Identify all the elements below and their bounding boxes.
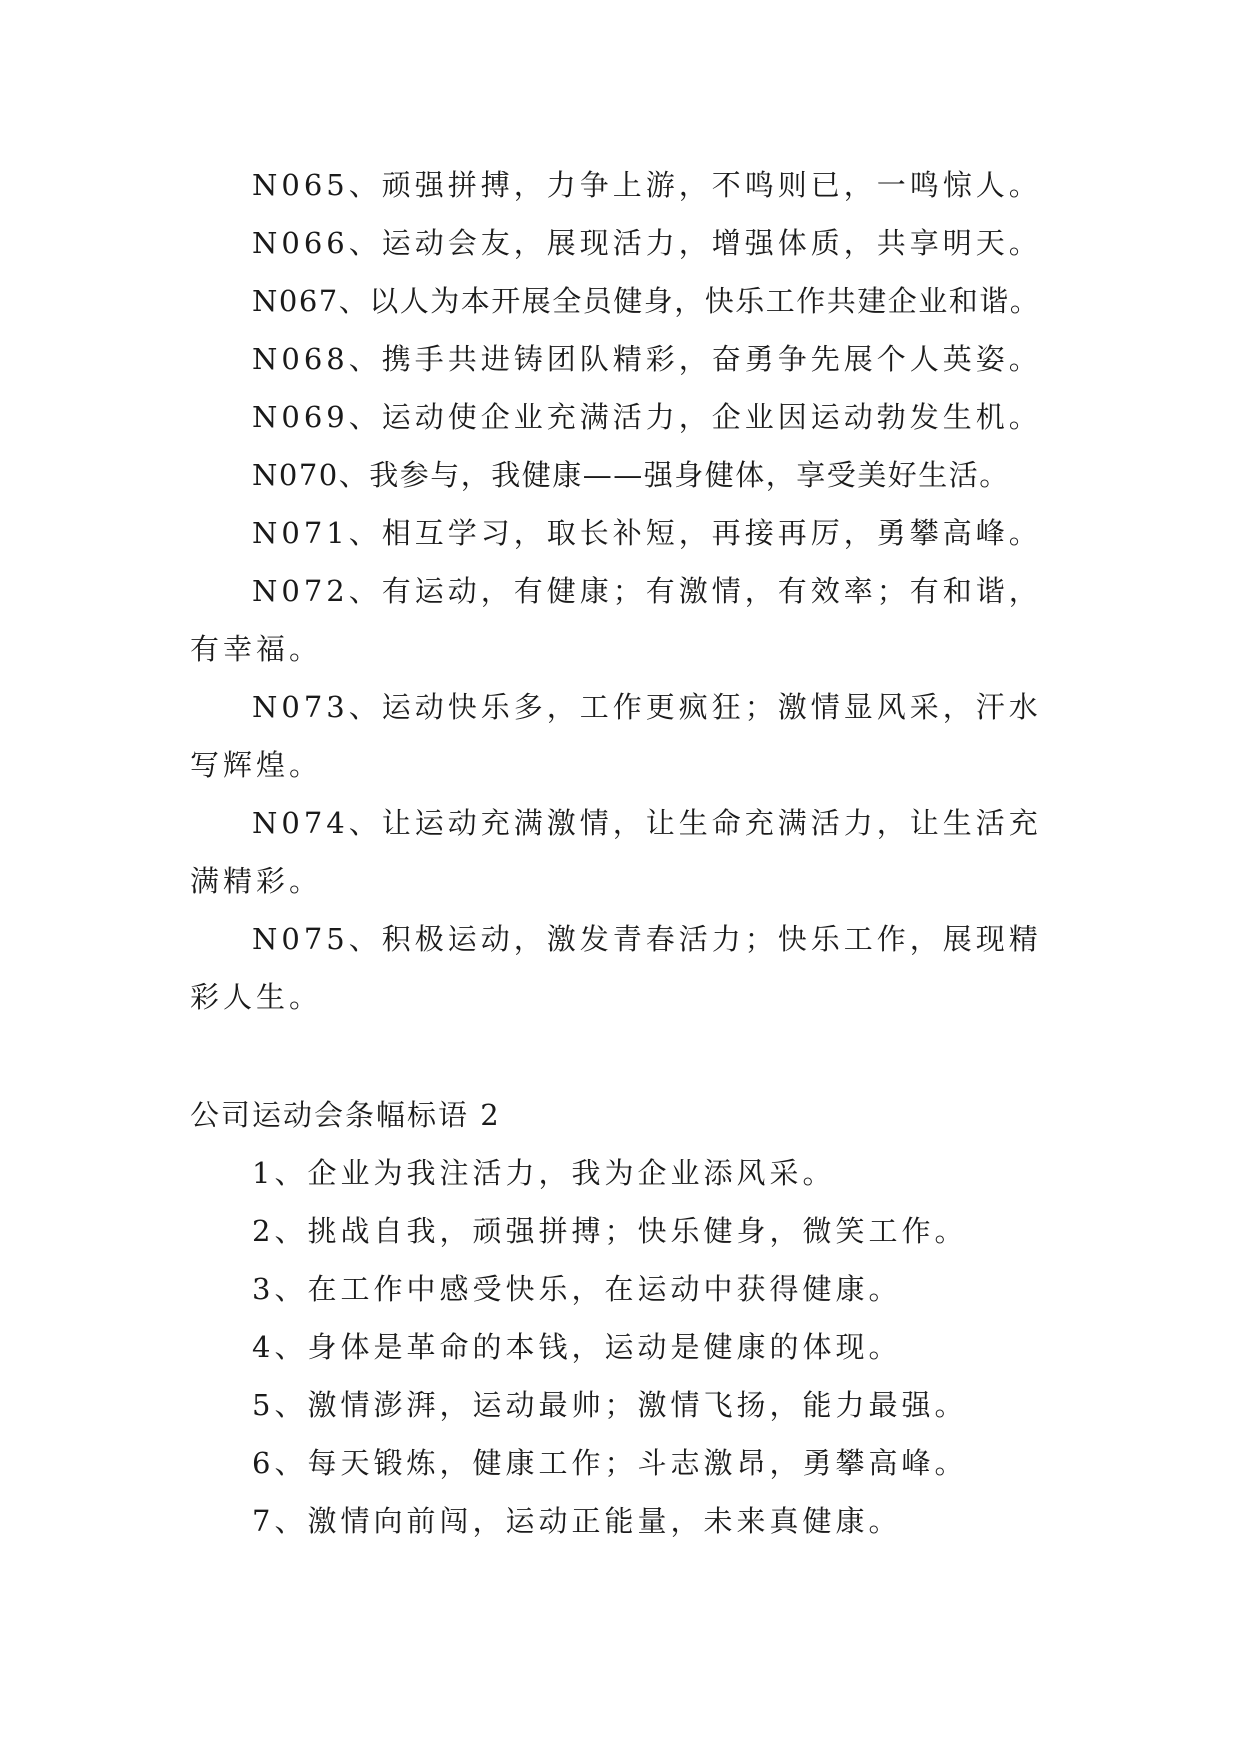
slogan-n066: N066、运动会友，展现活力，增强体质，共享明天。: [252, 226, 1042, 260]
slogan-n071: N071、相互学习，取长补短，再接再厉，勇攀高峰。: [252, 516, 1042, 550]
slogan-5: 5、激情澎湃，运动最帅；激情飞扬，能力最强。: [252, 1388, 968, 1422]
slogan-n067: N067、以人为本开展全员健身，快乐工作共建企业和谐。: [252, 284, 1041, 318]
section-heading: 公司运动会条幅标语 2: [190, 1098, 501, 1132]
slogan-n065: N065、顽强拼搏，力争上游，不鸣则已，一鸣惊人。: [252, 168, 1042, 202]
slogan-1: 1、企业为我注活力，我为企业添风采。: [252, 1156, 836, 1190]
slogan-4: 4、身体是革命的本钱，运动是健康的体现。: [252, 1330, 902, 1364]
slogan-n070: N070、我参与，我健康——强身健体，享受美好生活。: [252, 458, 1010, 492]
slogan-7: 7、激情向前闯，运动正能量，未来真健康。: [252, 1504, 902, 1538]
slogan-n068: N068、携手共进铸团队精彩，奋勇争先展个人英姿。: [252, 342, 1042, 376]
slogan-n074: N074、让运动充满激情，让生命充满活力，让生活充满精彩。: [190, 806, 1042, 898]
slogan-2: 2、挑战自我，顽强拼搏；快乐健身，微笑工作。: [252, 1214, 968, 1248]
slogan-n073: N073、运动快乐多，工作更疯狂；激情显风采，汗水写辉煌。: [190, 690, 1042, 782]
slogan-n072: N072、有运动，有健康；有激情，有效率；有和谐，有幸福。: [190, 574, 1042, 666]
slogan-n075: N075、积极运动，激发青春活力；快乐工作，展现精彩人生。: [190, 922, 1042, 1014]
slogan-n069: N069、运动使企业充满活力，企业因运动勃发生机。: [252, 400, 1042, 434]
slogan-6: 6、每天锻炼，健康工作；斗志激昂，勇攀高峰。: [252, 1446, 968, 1480]
slogan-3: 3、在工作中感受快乐，在运动中获得健康。: [252, 1272, 902, 1306]
